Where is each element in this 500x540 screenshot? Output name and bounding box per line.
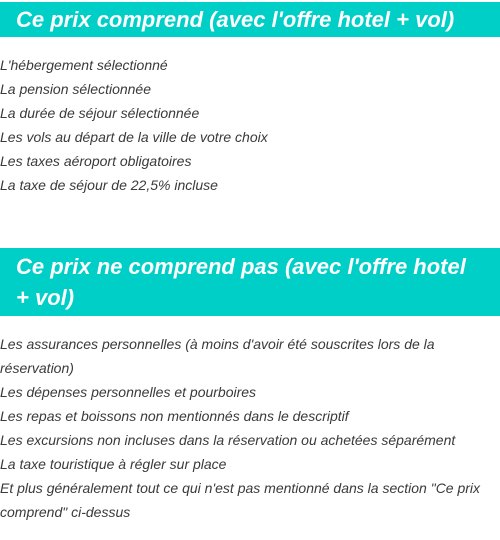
includes-list bbox=[0, 53, 500, 197]
list-item: Les assurances personnelles (à moins d'avoir été souscrites lors de la réservation) bbox=[0, 336, 435, 376]
list-item: La pension sélectionnée bbox=[0, 81, 152, 97]
list-item: La taxe touristique à régler sur place bbox=[0, 456, 227, 472]
list-item: Les repas et boissons non mentionnés dans le descriptif bbox=[0, 408, 349, 424]
list-item: Les dépenses personnelles et pourboires bbox=[0, 384, 257, 400]
excludes-section-title: Ce prix ne comprend pas (avec l'offre hotel + vol) bbox=[0, 248, 500, 316]
list-item: Les taxes aéroport obligatoires bbox=[0, 153, 192, 169]
list-item: Les excursions non incluses dans la réservation ou achetées séparément bbox=[0, 432, 456, 448]
list-item: Les vols au départ de la ville de votre choix bbox=[0, 129, 268, 145]
list-item: L'hébergement sélectionné bbox=[0, 57, 168, 73]
list-item: La taxe de séjour de 22,5% incluse bbox=[0, 177, 218, 193]
list-item: La durée de séjour sélectionnée bbox=[0, 105, 200, 121]
includes-section-title: Ce prix comprend (avec l'offre hotel + vol) bbox=[0, 2, 500, 37]
list-item: Et plus généralement tout ce qui n'est pas mentionné dans la section "Ce prix comprend" ci-dessus bbox=[0, 480, 481, 520]
excludes-list bbox=[0, 332, 500, 524]
